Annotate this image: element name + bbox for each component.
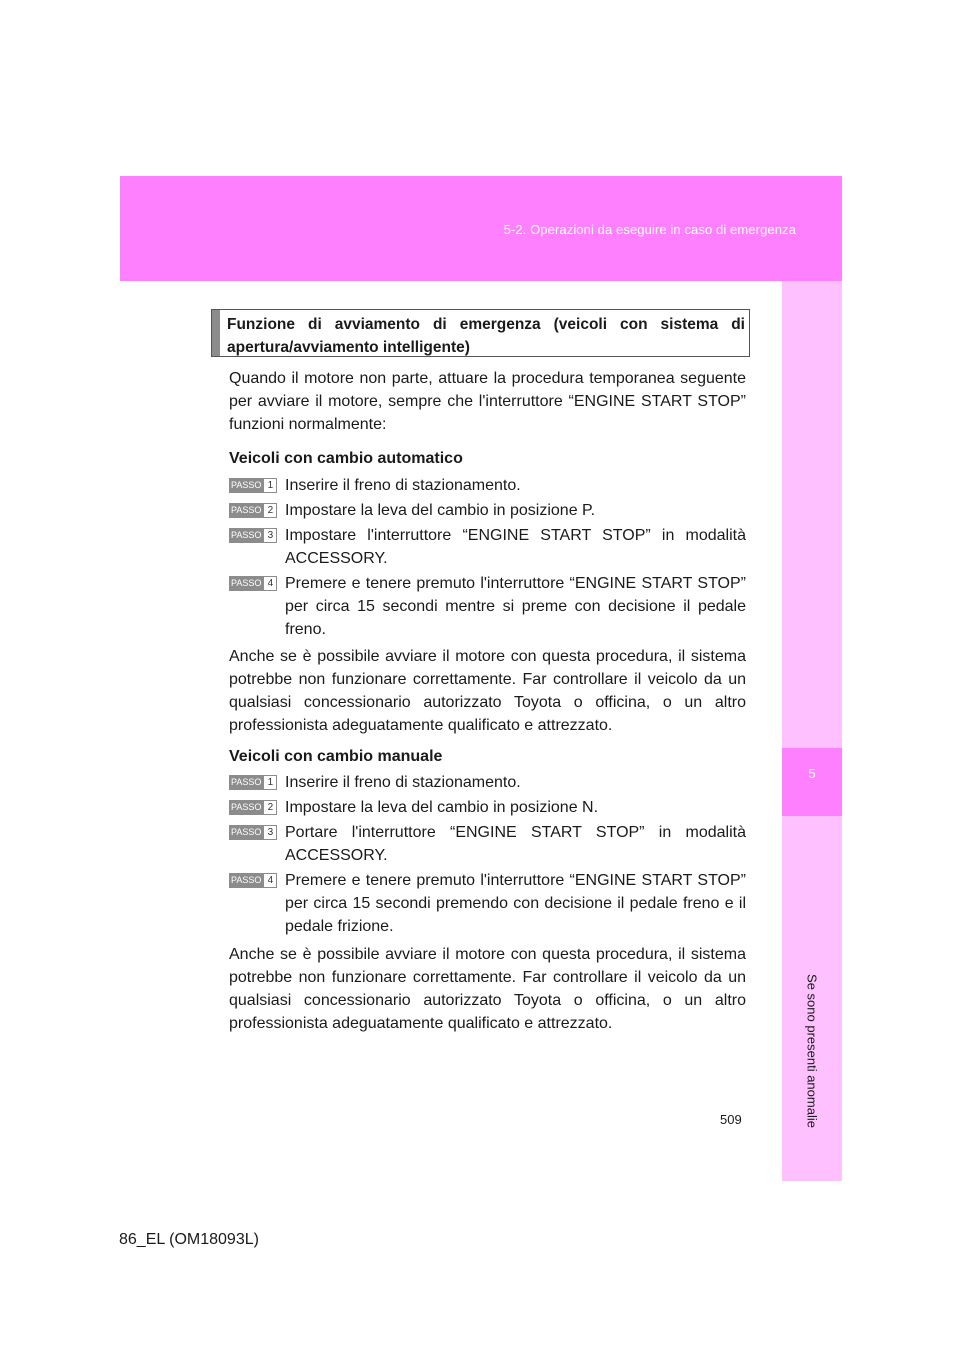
step-text: Premere e tenere premuto l'interruttore “ENGINE START STOP” per circa 15 secondi premendo con decisione il pedale freno e il pedale frizione.	[285, 872, 746, 935]
manual-heading-wrap	[229, 745, 746, 768]
step-text: Inserire il freno di stazionamento.	[285, 477, 521, 494]
chapter-side-tab	[782, 281, 842, 1181]
step-text: Portare l'interruttore “ENGINE START STOP” in modalità ACCESSORY.	[285, 824, 746, 864]
automatic-step-1	[229, 474, 746, 497]
step-badge: PASSO 4	[229, 873, 277, 888]
chapter-number-box	[782, 748, 842, 816]
step-text: Premere e tenere premuto l'interruttore “ENGINE START STOP” per circa 15 secondi mentre si preme con decisione il pedale freno.	[285, 575, 746, 638]
automatic-note-wrap	[229, 645, 746, 737]
section-header-title: 5-2. Operazioni da eseguire in caso di emergenza	[503, 222, 796, 237]
chapter-number: 5	[808, 766, 816, 781]
automatic-note: Anche se è possibile avviare il motore con questa procedura, il sistema potrebbe non funzionare correttamente. Far controllare il veicolo da un qualsiasi concessionario autorizzato Toyota o officina, o un altro professionista adeguatamente qualificato e attrezzato.	[229, 648, 746, 734]
step-badge: PASSO 1	[229, 478, 277, 493]
intro-paragraph: Quando il motore non parte, attuare la procedura temporanea seguente per avviare il motore, sempre che l'interruttore “ENGINE START STOP” funzioni normalmente:	[229, 370, 746, 433]
step-badge: PASSO 4	[229, 576, 277, 591]
header-band	[120, 176, 842, 281]
manual-step-2	[229, 796, 746, 819]
manual-step-4	[229, 869, 746, 938]
step-badge: PASSO 3	[229, 825, 277, 840]
automatic-step-4	[229, 572, 746, 641]
section-title-box	[211, 309, 750, 357]
step-text: Impostare la leva del cambio in posizione P.	[285, 502, 596, 519]
automatic-step-3	[229, 524, 746, 570]
section-title: Funzione di avviamento di emergenza (veicoli con sistema di apertura/avviamento intelligente)	[227, 316, 745, 356]
automatic-heading-wrap	[229, 447, 746, 470]
step-badge: PASSO 1	[229, 775, 277, 790]
step-text: Impostare la leva del cambio in posizione N.	[285, 799, 599, 816]
section-title-bar	[212, 310, 220, 356]
intro-paragraph-wrap	[229, 367, 746, 436]
step-text: Inserire il freno di stazionamento.	[285, 774, 521, 791]
page-number: 509	[720, 1112, 742, 1127]
step-badge: PASSO 2	[229, 503, 277, 518]
manual-step-1	[229, 771, 746, 794]
step-text: Impostare l'interruttore “ENGINE START STOP” in modalità ACCESSORY.	[285, 527, 746, 567]
manual-step-3	[229, 821, 746, 867]
chapter-label: Se sono presenti anomalie	[804, 974, 820, 1128]
document-code: 86_EL (OM18093L)	[119, 1231, 259, 1248]
step-badge: PASSO 3	[229, 528, 277, 543]
automatic-step-2	[229, 499, 746, 522]
manual-heading: Veicoli con cambio manuale	[229, 748, 443, 765]
automatic-heading: Veicoli con cambio automatico	[229, 450, 463, 467]
step-badge: PASSO 2	[229, 800, 277, 815]
manual-note: Anche se è possibile avviare il motore con questa procedura, il sistema potrebbe non funzionare correttamente. Far controllare il veicolo da un qualsiasi concessionario autorizzato Toyota o officina, o un altro professionista adeguatamente qualificato e attrezzato.	[229, 946, 746, 1032]
manual-note-wrap	[229, 943, 746, 1035]
